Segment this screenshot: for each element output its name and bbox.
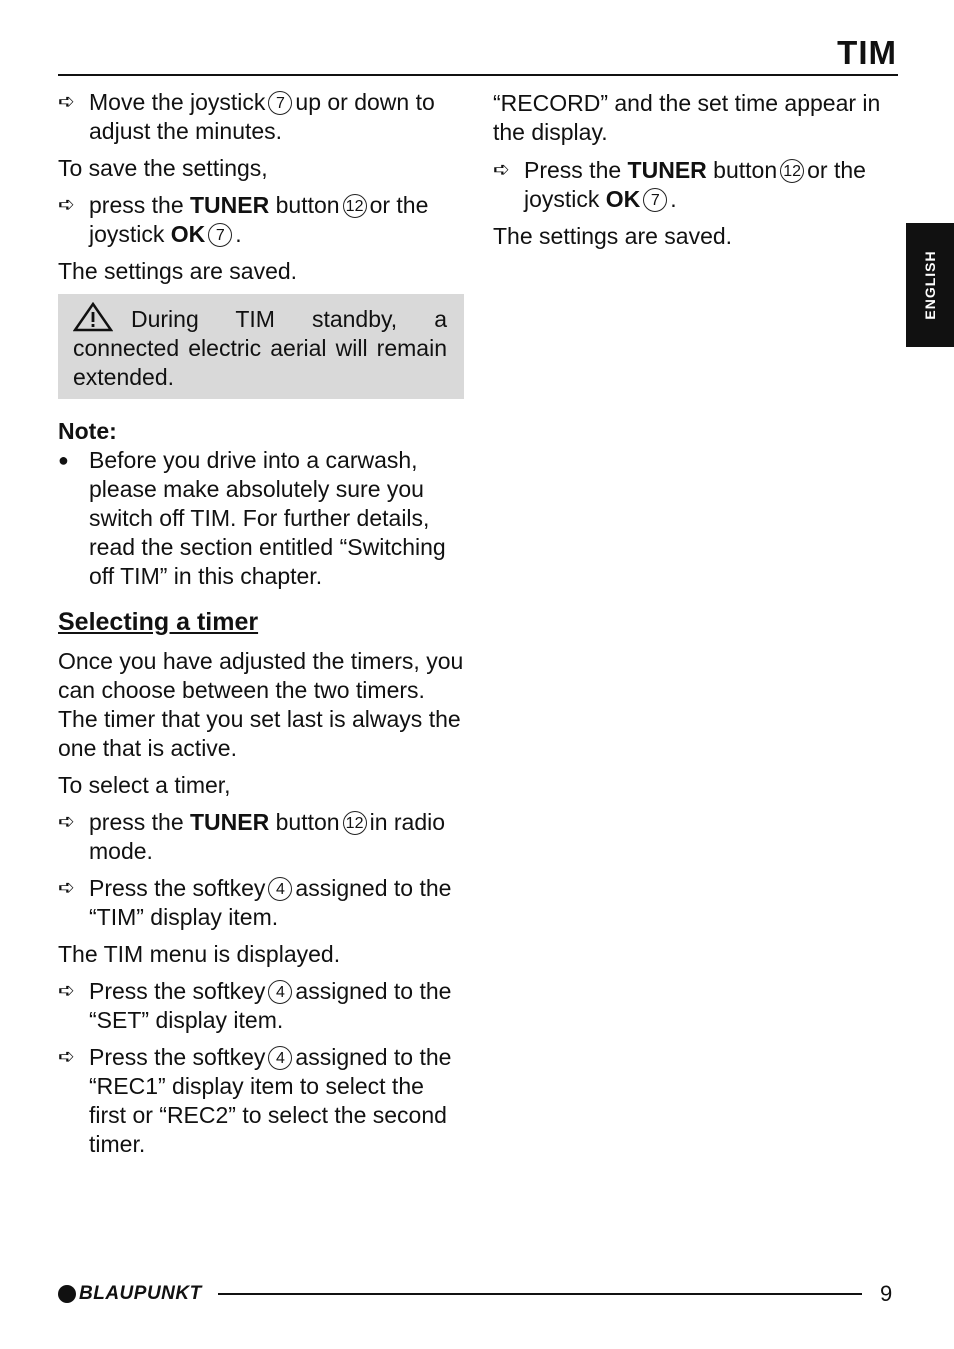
language-tab-label: ENGLISH (922, 250, 938, 320)
arrow-right-icon: ➪ (58, 194, 75, 216)
warning-box (58, 294, 464, 399)
arrow-right-icon: ➪ (58, 877, 75, 899)
step-press-tuner: ➪ press the TUNER button 12 or the joystick OK 7 . (58, 192, 429, 247)
ref-number-badge: 12 (343, 811, 367, 835)
arrow-right-icon: ➪ (493, 159, 510, 181)
ref-number-badge: 7 (643, 188, 667, 212)
intro-paragraph: Once you have adjusted the timers, you can choose between the two timers. The timer that you set last is always the one that is active. (58, 648, 464, 761)
brand-logo (58, 1283, 202, 1305)
brand-name: BLAUPUNKT (79, 1283, 202, 1304)
ref-number-badge: 4 (268, 877, 292, 901)
menu-displayed-text: The TIM menu is displayed. (58, 941, 341, 967)
note-item: ● Before you drive into a carwash, please make absolutely sure you switch off TIM. For further details, read the section entitled “Switching off TIM” in this chapter. (58, 447, 446, 589)
note-heading: Note: (58, 418, 117, 444)
select-intro: To select a timer, (58, 772, 231, 798)
left-column (58, 88, 464, 1167)
arrow-right-icon: ➪ (58, 91, 75, 113)
logo-dot-icon (58, 1285, 76, 1303)
settings-saved-text: The settings are saved. (58, 258, 298, 284)
section-heading: Selecting a timer (58, 608, 259, 636)
ref-number-badge: 7 (268, 91, 292, 115)
ref-number-badge: 7 (208, 223, 232, 247)
step-softkey-tim: ➪ Press the softkey 4 assigned to the “TIM” display item. (58, 875, 452, 930)
title-rule (58, 74, 898, 76)
step-press-tuner-save: ➪ Press the TUNER button 12 or the joystick OK 7 . (493, 157, 866, 212)
arrow-right-icon: ➪ (58, 811, 75, 833)
page-title: TIM (837, 34, 897, 71)
arrow-right-icon: ➪ (58, 980, 75, 1002)
ref-number-badge: 4 (268, 1046, 292, 1070)
page-number: 9 (880, 1281, 893, 1306)
right-column (493, 89, 903, 259)
footer-rule (218, 1293, 862, 1295)
language-tab (906, 223, 954, 347)
ref-number-badge: 12 (780, 159, 804, 183)
arrow-right-icon: ➪ (58, 1046, 75, 1068)
save-intro: To save the settings, (58, 155, 268, 181)
warning-triangle-icon (73, 302, 113, 332)
ref-number-badge: 12 (343, 194, 367, 218)
step-press-tuner-radio: ➪ press the TUNER button 12 in radio mode. (58, 809, 446, 864)
record-text: “RECORD” and the set time appear in the display. (493, 90, 881, 145)
settings-saved-text: The settings are saved. (493, 223, 733, 249)
bullet-icon: ● (58, 450, 69, 470)
step-softkey-set: ➪ Press the softkey 4 assigned to the “SET” display item. (58, 978, 452, 1033)
step-softkey-rec: ➪ Press the softkey 4 assigned to the “REC1” display item to select the first or “REC2” to select the second timer. (58, 1044, 452, 1157)
warning-text: During TIM standby, a connected electric aerial will remain extended. (73, 306, 447, 390)
ref-number-badge: 4 (268, 980, 292, 1004)
step-adjust-minutes: ➪ Move the joystick 7 up or down to adjust the minutes. (58, 89, 435, 144)
